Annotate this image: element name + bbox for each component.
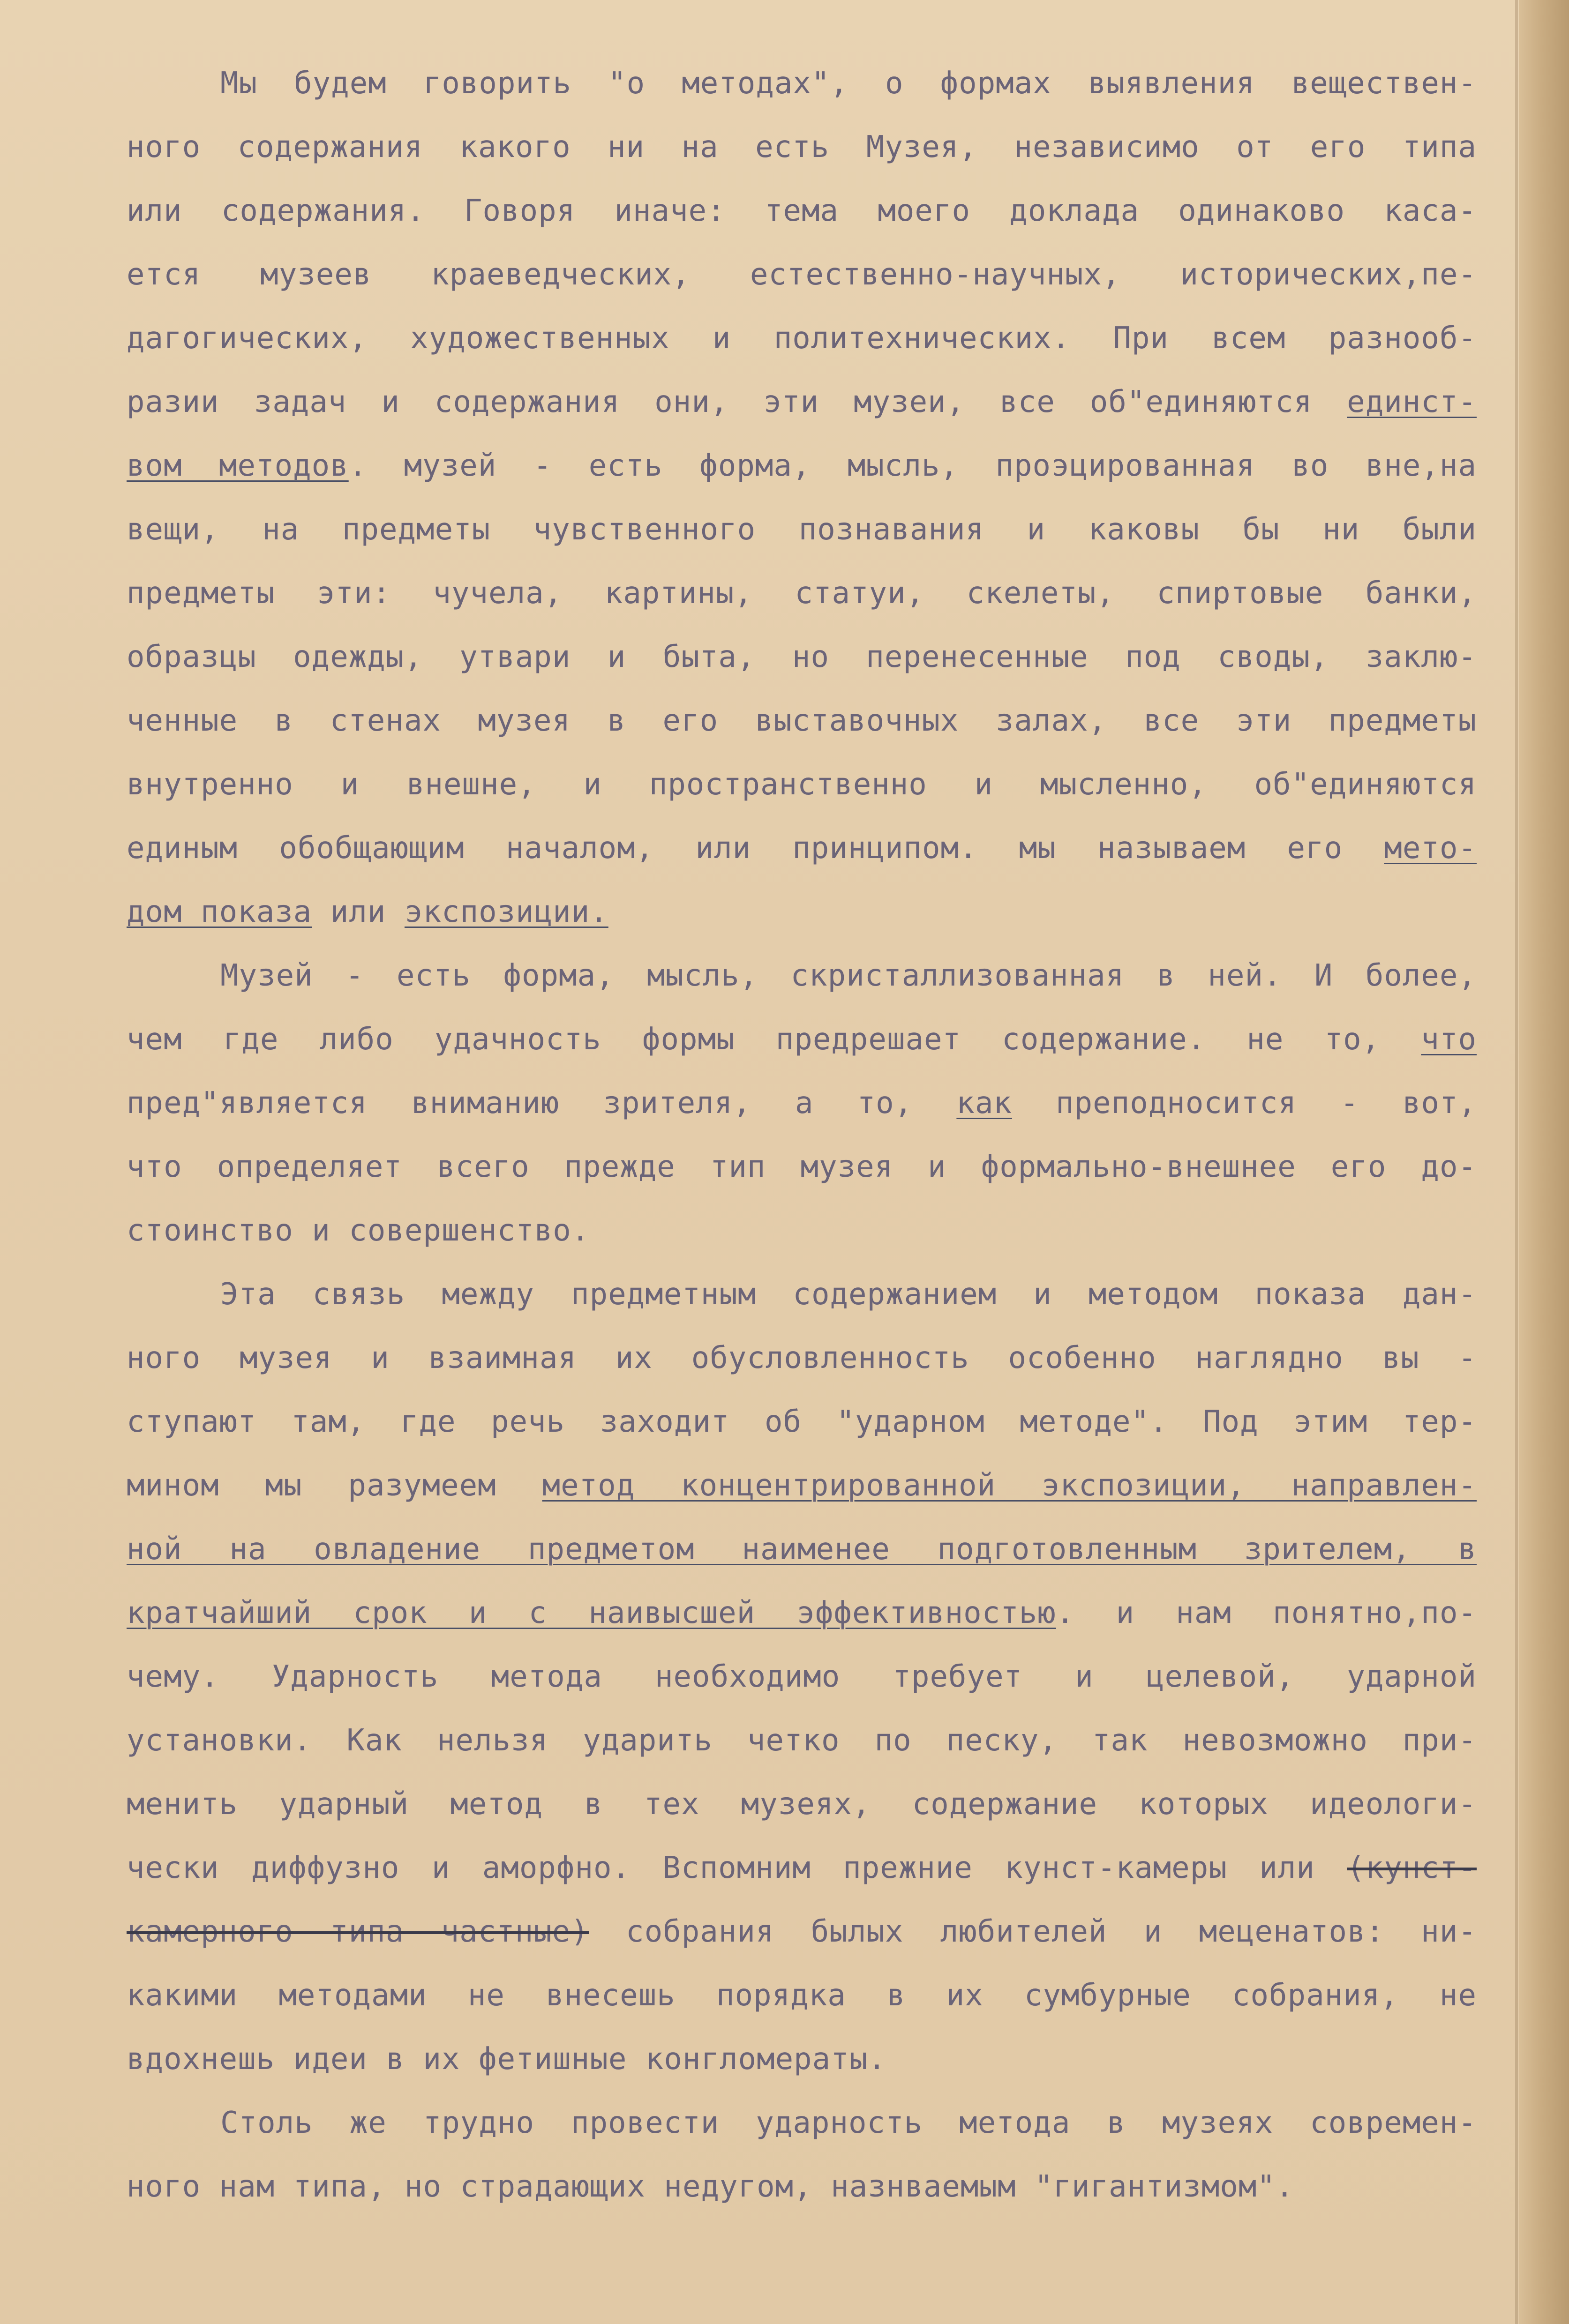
text-segment: ется музеев краеведческих, естественно-научных, исторических,пе- bbox=[127, 257, 1477, 292]
text-segment: ного музея и взаимная их обусловленность особенно наглядно вы - bbox=[127, 1341, 1477, 1375]
text-segment: чем где либо удачность формы предрешает содержание. не то, bbox=[127, 1022, 1421, 1057]
text-segment: или содержания. Говоря иначе: тема моего доклада одинаково каса- bbox=[127, 194, 1477, 228]
underlined-phrase: экспозиции. bbox=[404, 895, 608, 929]
text-line bbox=[127, 1517, 1477, 1581]
underlined-phrase: вом методов bbox=[127, 448, 349, 483]
paper-fold-line bbox=[1515, 0, 1518, 2324]
text-segment: установки. Как нельзя ударить четко по песку, так невозможно при- bbox=[127, 1723, 1477, 1758]
text-segment: разии задач и содержания они, эти музеи, все об"единяются bbox=[127, 385, 1347, 419]
text-line bbox=[127, 689, 1477, 753]
text-line bbox=[127, 434, 1477, 498]
text-segment: какими методами не внесешь порядка в их сумбурные собрания, не bbox=[127, 1978, 1477, 2013]
underlined-phrase: мето- bbox=[1384, 831, 1477, 866]
text-segment: . и нам понятно,по- bbox=[1056, 1596, 1477, 1630]
text-segment: собрания былых любителей и меценатов: ни- bbox=[589, 1914, 1477, 1949]
text-line bbox=[127, 1008, 1477, 1071]
text-line bbox=[127, 1135, 1477, 1199]
text-line bbox=[127, 498, 1477, 561]
text-line bbox=[127, 880, 1477, 944]
text-segment: вдохнешь идеи в их фетишные конгломераты. bbox=[127, 2042, 886, 2077]
text-line bbox=[127, 1326, 1477, 1390]
text-segment: вещи, на предметы чувственного познавания и каковы бы ни были bbox=[127, 512, 1477, 547]
text-line bbox=[127, 1454, 1477, 1517]
text-line bbox=[127, 1071, 1477, 1135]
text-line bbox=[127, 1964, 1477, 2027]
underlined-phrase: метод концентрированной экспозиции, направлен- bbox=[542, 1468, 1477, 1503]
text-segment: чему. Ударность метода необходимо требует и целевой, ударной bbox=[127, 1659, 1477, 1694]
text-segment: чески диффузно и аморфно. Вспомним прежние кунст-камеры или bbox=[127, 1851, 1347, 1885]
text-line bbox=[127, 243, 1477, 306]
text-segment: дагогических, художественных и политехнических. При всем разнооб- bbox=[127, 321, 1477, 356]
text-segment: Музей - есть форма, мысль, скристаллизованная в ней. И более, bbox=[220, 958, 1477, 993]
text-segment: Мы будем говорить "о методах", о формах выявления веществен- bbox=[220, 66, 1477, 101]
text-segment: пред"является вниманию зрителя, а то, bbox=[127, 1086, 957, 1121]
text-line bbox=[127, 1836, 1477, 1900]
text-segment: Столь же трудно провести ударность метода в музеях современ- bbox=[220, 2106, 1477, 2140]
text-line bbox=[127, 1772, 1477, 1836]
text-segment: стоинство и совершенство. bbox=[127, 1213, 590, 1248]
text-segment: менить ударный метод в тех музеях, содержание которых идеологи- bbox=[127, 1787, 1477, 1822]
text-segment: ченные в стенах музея в его выставочных залах, все эти предметы bbox=[127, 703, 1477, 738]
text-line bbox=[127, 2027, 1477, 2091]
struck-out-phrase: (кунст- bbox=[1347, 1851, 1477, 1885]
text-line bbox=[127, 561, 1477, 625]
text-line bbox=[127, 944, 1477, 1008]
text-line bbox=[127, 816, 1477, 880]
text-line bbox=[127, 2091, 1477, 2155]
text-segment: единым обобщающим началом, или принципом. мы называем его bbox=[127, 831, 1384, 866]
text-segment: предметы эти: чучела, картины, статуи, скелеты, спиртовые банки, bbox=[127, 576, 1477, 611]
text-line bbox=[127, 625, 1477, 689]
text-line bbox=[127, 1263, 1477, 1326]
underlined-phrase: кратчайший срок и с наивысшей эффективностью bbox=[127, 1596, 1056, 1630]
text-segment: преподносится - вот, bbox=[1012, 1086, 1477, 1121]
text-segment: ступают там, где речь заходит об "ударном методе". Под этим тер- bbox=[127, 1405, 1477, 1439]
text-segment: ного содержания какого ни на есть Музея, независимо от его типа bbox=[127, 130, 1477, 164]
underlined-phrase: ной на овладение предметом наименее подготовленным зрителем, в bbox=[127, 1532, 1477, 1567]
text-line bbox=[127, 306, 1477, 370]
text-line bbox=[127, 753, 1477, 816]
text-segment: или bbox=[312, 895, 405, 929]
text-line bbox=[127, 52, 1477, 115]
underlined-phrase: единст- bbox=[1347, 385, 1477, 419]
text-line bbox=[127, 370, 1477, 434]
text-segment: . музей - есть форма, мысль, проэцированная во вне,на bbox=[348, 448, 1477, 483]
text-segment: образцы одежды, утвари и быта, но перенесенные под своды, заклю- bbox=[127, 640, 1477, 674]
text-segment: Эта связь между предметным содержанием и методом показа дан- bbox=[220, 1277, 1477, 1312]
text-line bbox=[127, 1645, 1477, 1709]
text-line bbox=[127, 115, 1477, 179]
underlined-phrase: дом показа bbox=[127, 895, 312, 929]
text-segment: мином мы разумеем bbox=[127, 1468, 542, 1503]
text-line bbox=[127, 1199, 1477, 1263]
text-segment: ного нам типа, но страдающих недугом, назнваемым "гигантизмом". bbox=[127, 2169, 1294, 2204]
text-segment: внутренно и внешне, и пространственно и мысленно, об"единяются bbox=[127, 767, 1477, 802]
text-segment: что определяет всего прежде тип музея и формально-внешнее его до- bbox=[127, 1150, 1477, 1184]
text-line bbox=[127, 1390, 1477, 1454]
text-line bbox=[127, 179, 1477, 243]
underlined-phrase: как bbox=[956, 1086, 1012, 1121]
text-line bbox=[127, 2155, 1477, 2219]
underlined-phrase: что bbox=[1421, 1022, 1477, 1057]
text-line bbox=[127, 1900, 1477, 1964]
text-line bbox=[127, 1581, 1477, 1645]
typewritten-text bbox=[127, 52, 1477, 2219]
text-line bbox=[127, 1709, 1477, 1772]
struck-out-phrase: камерного типа частные) bbox=[127, 1914, 589, 1949]
paper-right-edge bbox=[1519, 0, 1569, 2324]
